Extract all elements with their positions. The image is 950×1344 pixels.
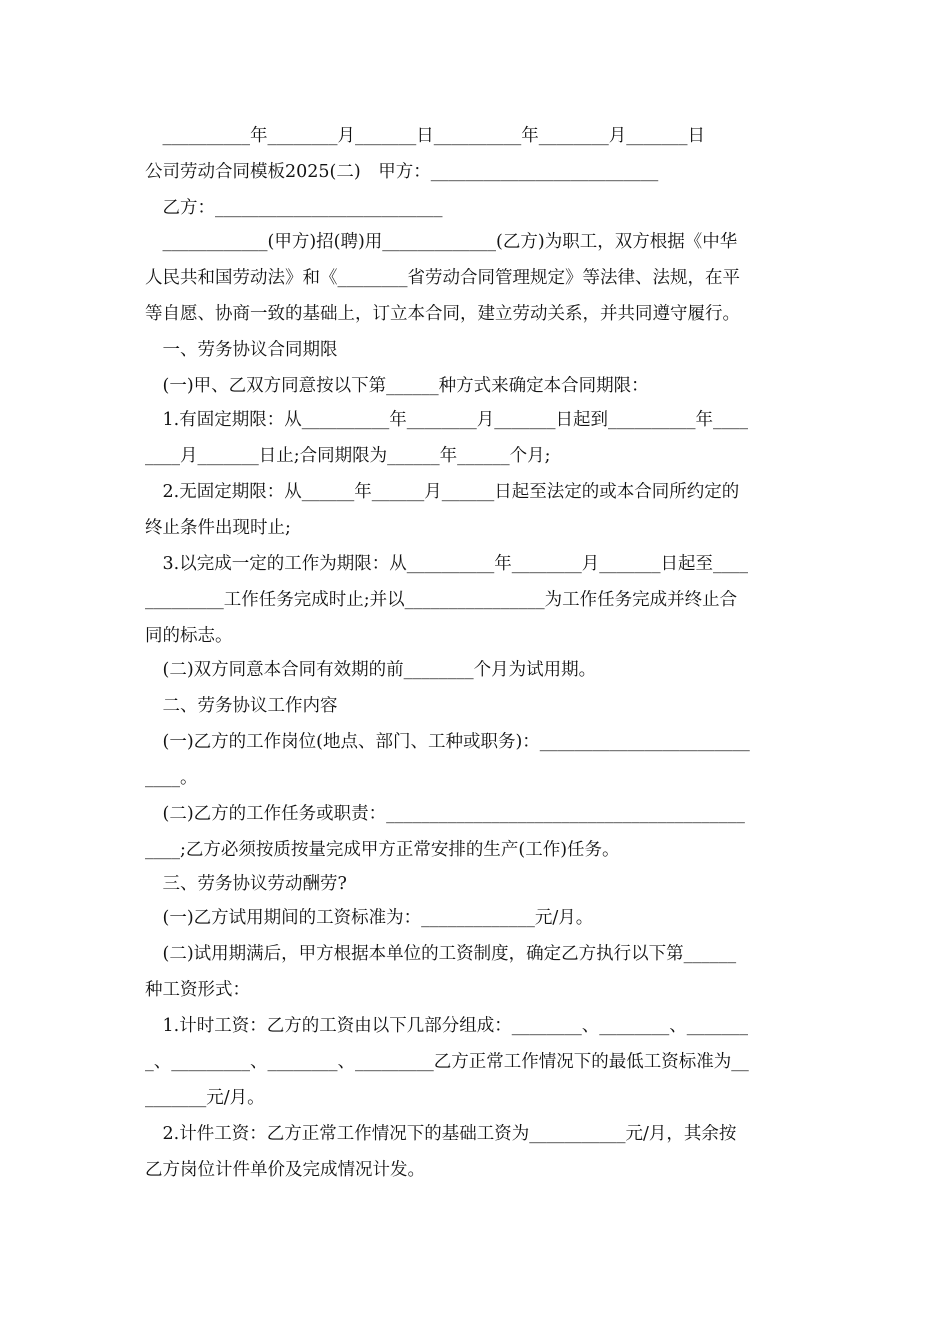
paragraph-line: 同的标志。 bbox=[145, 626, 233, 646]
paragraph-line: 乙方岗位计件单价及完成情况计发。 bbox=[145, 1160, 425, 1180]
paragraph-line: (二)试用期满后，甲方根据本单位的工资制度，确定乙方执行以下第______ bbox=[145, 944, 737, 964]
section-heading: 二、劳务协议工作内容 bbox=[145, 696, 338, 716]
paragraph-line: 2.计件工资：乙方正常工作情况下的基础工资为___________元/月，其余按 bbox=[145, 1124, 737, 1144]
paragraph-line: ____;乙方必须按质按量完成甲方正常安排的生产(工作)任务。 bbox=[145, 840, 620, 860]
date-line: __________年________月_______日__________年________月_______日 bbox=[145, 126, 705, 146]
paragraph-line: (二)乙方的工作任务或职责：_________________________________________ bbox=[145, 804, 745, 824]
paragraph-line: 人民共和国劳动法》和《________省劳动合同管理规定》等法律、法规，在平 bbox=[145, 268, 740, 288]
paragraph-line: 3.以完成一定的工作为期限：从__________年________月_______日起至____ bbox=[145, 554, 748, 574]
contract-title-party-a: 公司劳动合同模板2025(二) 甲方：__________________________ bbox=[145, 162, 659, 182]
paragraph-line: 1.有固定期限：从__________年________月_______日起到__________年____ bbox=[145, 410, 748, 430]
paragraph-line: _________工作任务完成时止;并以________________为工作任务完成并终止合 bbox=[145, 590, 738, 610]
section-heading: 三、劳务协议劳动酬劳? bbox=[145, 874, 347, 894]
paragraph-line: (一)乙方试用期间的工资标准为：_____________元/月。 bbox=[145, 908, 594, 928]
paragraph-line: ____月_______日止;合同期限为______年______个月; bbox=[145, 446, 551, 466]
paragraph-line: (一)乙方的工作岗位(地点、部门、工种或职务)：________________________ bbox=[145, 732, 750, 752]
party-b-line: 乙方：__________________________ bbox=[145, 198, 443, 218]
section-heading: 一、劳务协议合同期限 bbox=[145, 340, 338, 360]
paragraph-line: ____________(甲方)招(聘)用_____________(乙方)为职工，双方根据《中华 bbox=[145, 232, 738, 252]
paragraph-line: _、_________、________、_________乙方正常工作情况下的最低工资标准为__ bbox=[145, 1052, 749, 1072]
paragraph-line: 1.计时工资：乙方的工资由以下几部分组成：________、________、_______ bbox=[145, 1016, 748, 1036]
paragraph-line: ____。 bbox=[145, 768, 198, 788]
paragraph-line: 等自愿、协商一致的基础上，订立本合同，建立劳动关系，并共同遵守履行。 bbox=[145, 304, 740, 324]
paragraph-line: 种工资形式： bbox=[145, 980, 250, 1000]
paragraph-line: 2.无固定期限：从______年______月______日起至法定的或本合同所约定的 bbox=[145, 482, 740, 502]
paragraph-line: 终止条件出现时止; bbox=[145, 518, 291, 538]
paragraph-line: _______元/月。 bbox=[145, 1088, 265, 1108]
paragraph-line: (一)甲、乙双方同意按以下第______种方式来确定本合同期限： bbox=[145, 376, 649, 396]
paragraph-line: (二)双方同意本合同有效期的前________个月为试用期。 bbox=[145, 660, 597, 680]
